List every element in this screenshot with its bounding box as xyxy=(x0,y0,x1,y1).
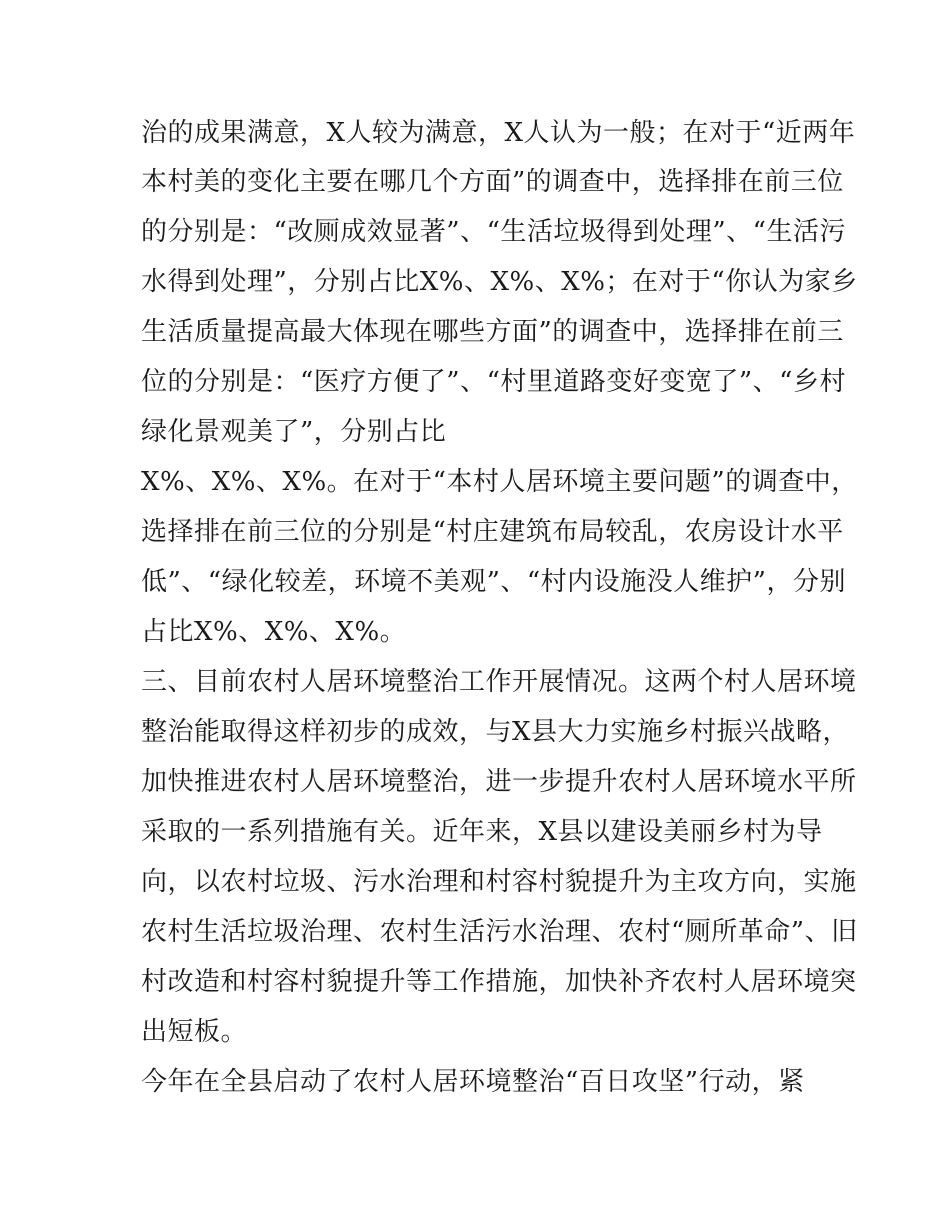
text-line: 加快推进农村人居环境整治，进一步提升农村人居环境水平所 xyxy=(141,767,857,797)
text-line: 本村美的变化主要在哪几个方面”的调查中，选择排在前三位 xyxy=(141,167,844,197)
text-line: 占比X%、X%、X%。 xyxy=(141,617,407,647)
text-line: 农村生活垃圾治理、农村生活污水治理、农村“厕所革命”、旧 xyxy=(141,917,858,947)
text-line: 出短板。 xyxy=(141,1017,248,1047)
text-line: 采取的一系列措施有关。近年来，X县以建设美丽乡村为导 xyxy=(141,817,823,847)
text-line: 向，以农村垃圾、污水治理和村容村貌提升为主攻方向，实施 xyxy=(141,867,857,897)
text-line: X%、X%、X%。在对于“本村人居环境主要问题”的调查中， xyxy=(141,467,858,497)
text-line: 今年在全县启动了农村人居环境整治“百日攻坚”行动，紧 xyxy=(141,1067,805,1097)
text-line: 水得到处理”，分别占比X%、X%、X%；在对于“你认为家乡 xyxy=(141,267,858,297)
section-heading-line: 三、目前农村人居环境整治工作开展情况。这两个村人居环境 xyxy=(141,667,857,697)
text-line: 村改造和村容村貌提升等工作措施，加快补齐农村人居环境突 xyxy=(141,967,857,997)
text-line: 的分别是：“改厕成效显著”、“生活垃圾得到处理”、“生活污 xyxy=(141,217,846,247)
text-line: 治的成果满意，X人较为满意，X人认为一般；在对于“近两年 xyxy=(141,118,856,148)
text-line: 位的分别是：“医疗方便了”、“村里道路变好变宽了”、“乡村 xyxy=(141,367,846,397)
text-line: 整治能取得这样初步的成效，与X县大力实施乡村振兴战略， xyxy=(141,717,850,747)
text-line: 绿化景观美了”，分别占比 xyxy=(141,417,447,447)
text-line: 生活质量提高最大体现在哪些方面”的调查中，选择排在前三 xyxy=(141,317,844,347)
text-line: 选择排在前三位的分别是“村庄建筑布局较乱，农房设计水平 xyxy=(141,517,844,547)
text-line: 低”、“绿化较差，环境不美观”、“村内设施没人维护”，分别 xyxy=(141,567,846,597)
